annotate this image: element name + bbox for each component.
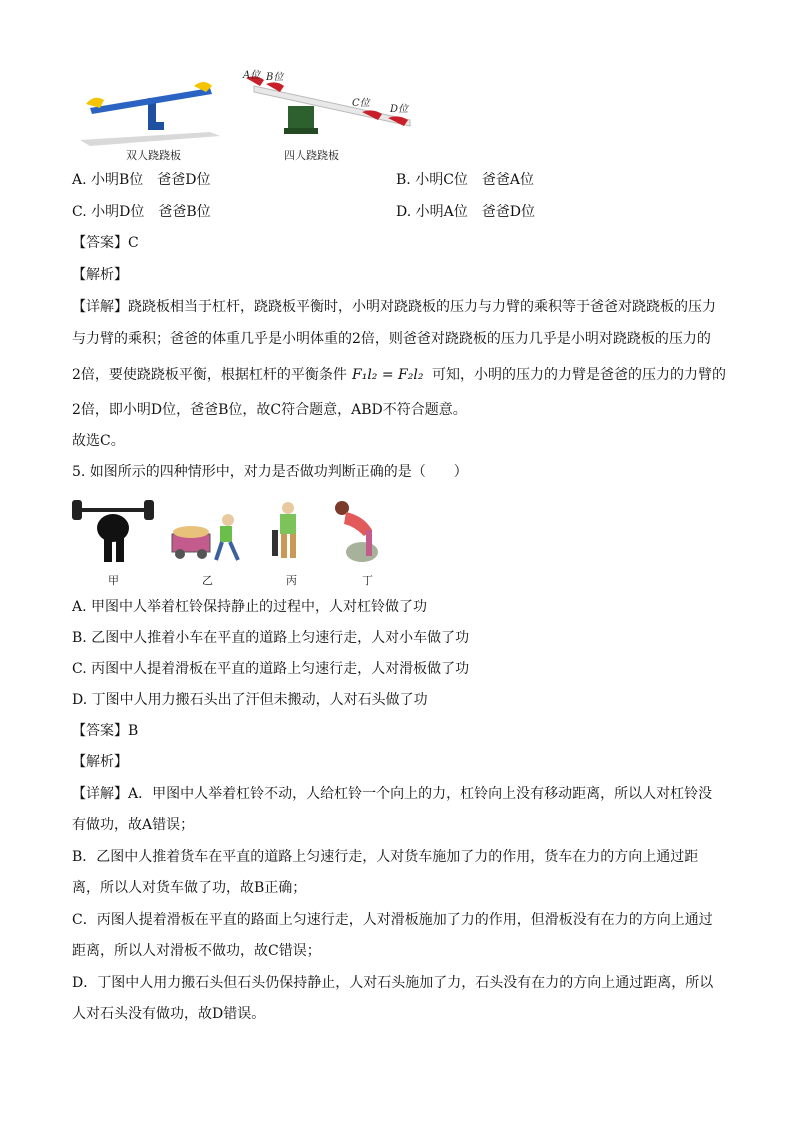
q4-detail-line-2: 与力臂的乘积；爸爸的体重几乎是小明体重的2倍，则爸爸对跷跷板的压力几乎是小明对跷跷板的压力的 xyxy=(72,331,711,347)
q4-detail-line-4: 可知，小明的压力的力臂是爸爸的压力的力臂的 xyxy=(432,367,726,383)
q5-detail-line-1: 【详解】A．甲图中人举着杠铃不动，人给杠铃一个向上的力，杠铃向上没有移动距离，所以人对杠铃没 xyxy=(72,786,713,802)
q4-conclusion: 故选C。 xyxy=(72,433,125,449)
q5-analysis-title: 【解析】 xyxy=(72,754,128,770)
seat-label-c: C位 xyxy=(352,98,370,109)
q4-option-c: C. 小明D位 爸爸B位 xyxy=(72,204,211,220)
fig-caption-double: 双人跷跷板 xyxy=(126,149,181,162)
lever-formula: F₁l₂ = F₂l₂ xyxy=(352,367,424,383)
q5-option-d: D. 丁图中人用力搬石头出了汗但未搬动，人对石头做了功 xyxy=(72,692,428,708)
fig-label-jia: 甲 xyxy=(108,574,119,587)
q5-detail-line-6: 距离，所以人对滑板不做功，故C错误； xyxy=(72,943,321,959)
q5-detail-line-8: 人对石头没有做功，故D错误。 xyxy=(72,1006,266,1022)
q5-option-a: A. 甲图中人举着杠铃保持静止的过程中，人对杠铃做了功 xyxy=(72,599,428,615)
q4-detail-line-1: 【详解】跷跷板相当于杠杆，跷跷板平衡时，小明对跷跷板的压力与力臂的乘积等于爸爸对跷跷板的压力 xyxy=(72,299,716,315)
seat-label-b: B位 xyxy=(266,72,284,83)
q5-detail-line-7: D．丁图中人用力搬石头但石头仍保持静止，人对石头施加了力，石头没有在力的方向上通过距离，所以 xyxy=(72,975,714,991)
q4-analysis-title: 【解析】 xyxy=(72,267,128,283)
q5-answer: 【答案】B xyxy=(72,723,139,739)
q4-answer: 【答案】C xyxy=(72,235,139,251)
q4-option-d: D. 小明A位 爸爸D位 xyxy=(396,204,535,220)
q5-option-c: C. 丙图中人提着滑板在平直的道路上匀速行走，人对滑板做了功 xyxy=(72,661,470,677)
q5-detail-line-2: 有做功，故A错误； xyxy=(72,817,195,833)
seat-label-a: A位 xyxy=(243,70,261,81)
q4-detail-line-3: 2倍，要使跷跷板平衡，根据杠杆的平衡条件 xyxy=(72,367,347,383)
fig-label-yi: 乙 xyxy=(202,574,213,587)
q5-question: 5. 如图所示的四种情形中，对力是否做功判断正确的是（ ） xyxy=(72,464,468,480)
work-scenarios-figure xyxy=(70,494,410,570)
q4-option-a: A. 小明B位 爸爸D位 xyxy=(72,172,211,188)
q4-option-b: B. 小明C位 爸爸A位 xyxy=(396,172,535,188)
q5-option-b: B. 乙图中人推着小车在平直的道路上匀速行走，人对小车做了功 xyxy=(72,630,470,646)
q5-detail-line-5: C．丙图人提着滑板在平直的路面上匀速行走，人对滑板施加了力的作用，但滑板没有在力的方向上通过 xyxy=(72,912,713,928)
fig-label-bing: 丙 xyxy=(286,574,297,587)
q4-detail-line-5: 2倍，即小明D位，爸爸B位，故C符合题意，ABD不符合题意。 xyxy=(72,402,467,418)
work-scenarios-illustration xyxy=(70,494,410,570)
q5-detail-line-4: 离，所以人对货车做了功，故B正确； xyxy=(72,880,307,896)
fig-caption-quad: 四人跷跷板 xyxy=(284,149,339,162)
fig-label-ding: 丁 xyxy=(362,574,373,587)
seat-label-d: D位 xyxy=(390,104,409,115)
q5-detail-line-3: B．乙图中人推着货车在平直的道路上匀速行走，人对货车施加了力的作用，货车在力的方向上通过距 xyxy=(72,849,699,865)
